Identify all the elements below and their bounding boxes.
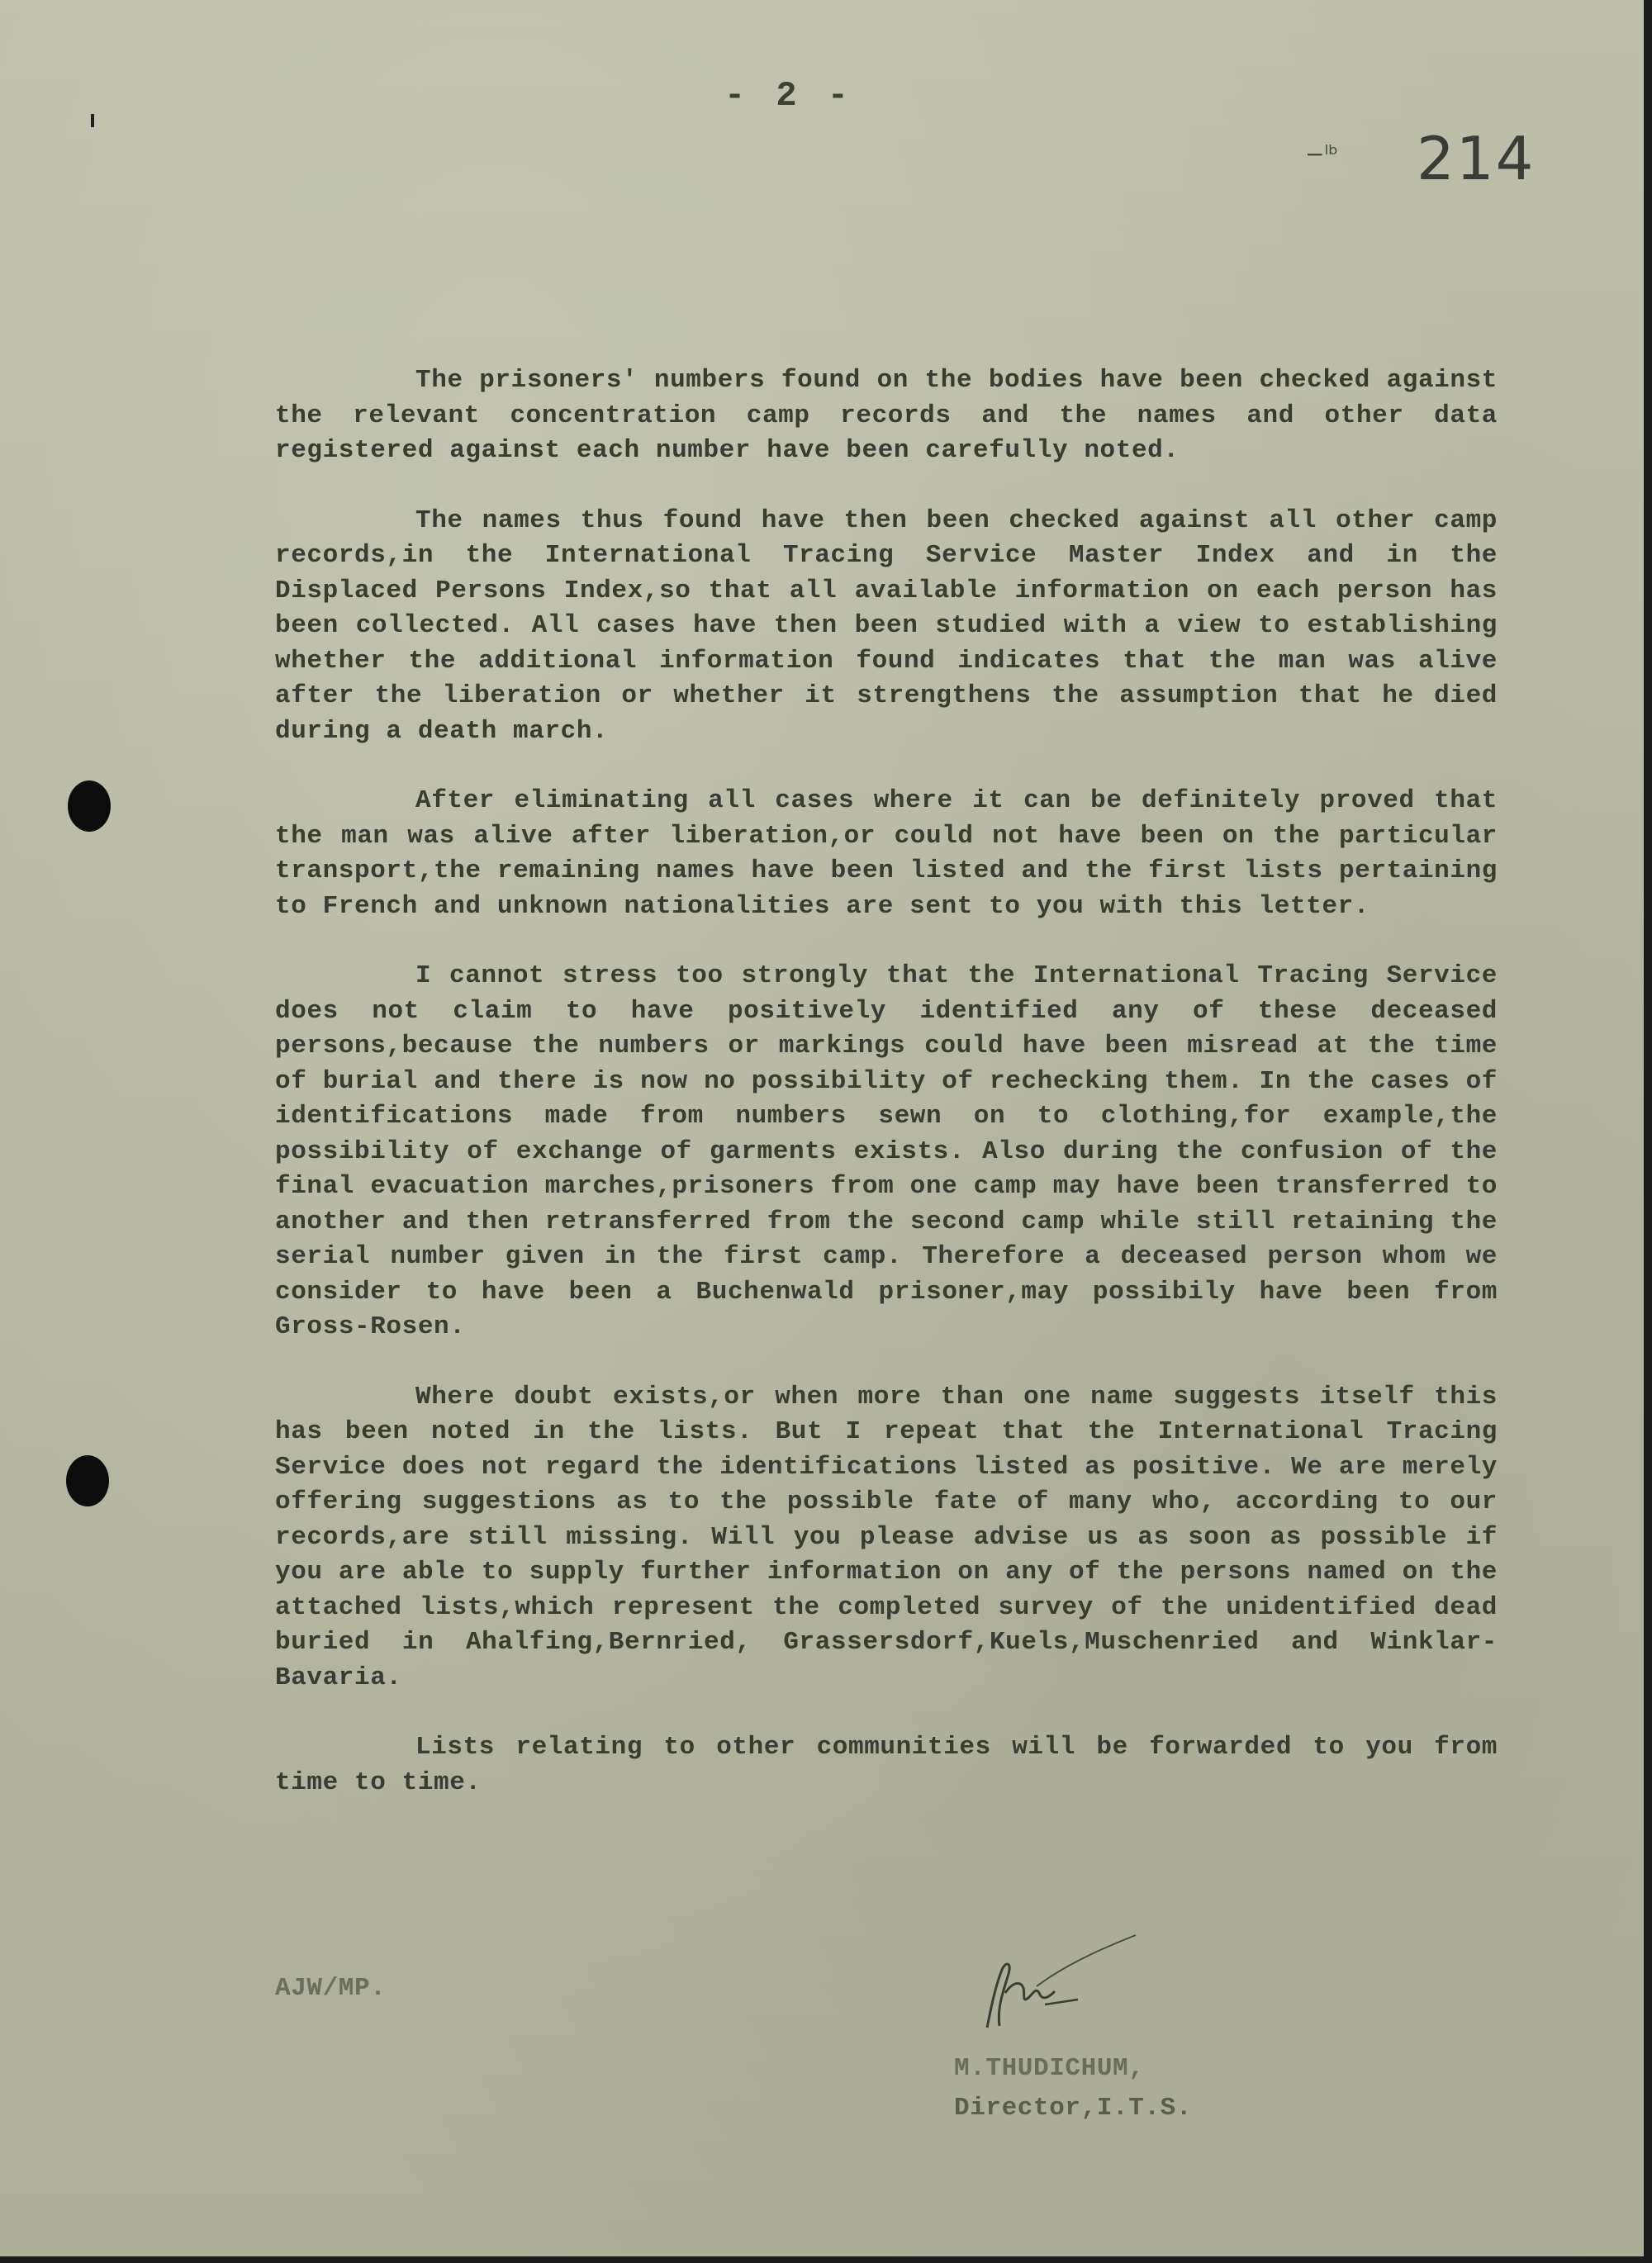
reference-initials: AJW/MP. xyxy=(275,1974,387,2003)
signatory-name: M.THUDICHUM, xyxy=(954,2054,1145,2083)
scan-edge-right xyxy=(1644,0,1652,2263)
punch-hole-top xyxy=(68,780,111,832)
punch-hole-bottom xyxy=(66,1455,109,1506)
paragraph-not-positive-identification: I cannot stress too strongly that the International Tracing Service does not claim to have positively identified any of these deceased persons,because the numbers or markings could have been misread at the time of burial and there is now no possibility of rechecking them. In the cases of identifications made from numbers sewn on to clothing,for example,the possibility of exchange of garments exists. Also during the confusion of the final evacuation marches,prisoners from one camp may have been transferred to another and then retransferred from the second camp while still retaining the serial number given in the first camp. Therefore a deceased person whom we consider to have been a Buchenwald prisoner,may possibily have been from Gross-Rosen. xyxy=(275,961,1498,1341)
archive-stamp-mark: −ˡᵇ xyxy=(1305,140,1339,168)
archive-number: 214 xyxy=(1417,124,1536,193)
paragraph-names-checked: The names thus found have then been checked against all other camp records,in the International Tracing Service Master Index and in the Displaced Persons Index,so that all available information on each person has been collected. All cases have then been studied with a view to establishing whether the additional information found indicates that the man was alive after the liberation or whether it strengthens the assumption that he died during a death march. xyxy=(275,505,1498,746)
signature-block xyxy=(954,1929,1284,2139)
paragraph-closing: Lists relating to other communities will be forwarded to you from time to time. xyxy=(275,1733,1498,1797)
page-number: - 2 - xyxy=(724,76,854,116)
signatory-title: Director,I.T.S. xyxy=(954,2094,1193,2123)
paragraph-numbers-checked: The prisoners' numbers found on the bodies have been checked against the relevant concentration camp records and the names and other data registered against each number have been carefully noted. xyxy=(275,366,1498,465)
paragraph-doubt-exists: Where doubt exists,or when more than one name suggests itself this has been noted in the lists. But I repeat that the International Tracing Service does not regard the identifications listed as positive. We are merely offering suggestions as to the possible fate of many who, according to our records,are still missing. Will you please advise us as soon as possible if you are able to supply further information on any of the persons named on the attached lists,which represent the completed survey of the unidentified dead buried in Ahalfing,Bernried, Grassersdorf,Kuels,Muschenried and Winklar-Bavaria. xyxy=(275,1382,1498,1692)
letter-body xyxy=(275,363,1498,1800)
margin-tick-mark xyxy=(91,114,94,127)
paragraph-eliminating-cases: After eliminating all cases where it can be definitely proved that the man was alive after liberation,or could not have been on the particular transport,the remaining names have been listed and the first lists pertaining to French and unknown nationalities are sent to you with this letter. xyxy=(275,786,1498,921)
scan-edge-bottom xyxy=(0,2256,1652,2263)
handwritten-signature xyxy=(954,1929,1169,2052)
